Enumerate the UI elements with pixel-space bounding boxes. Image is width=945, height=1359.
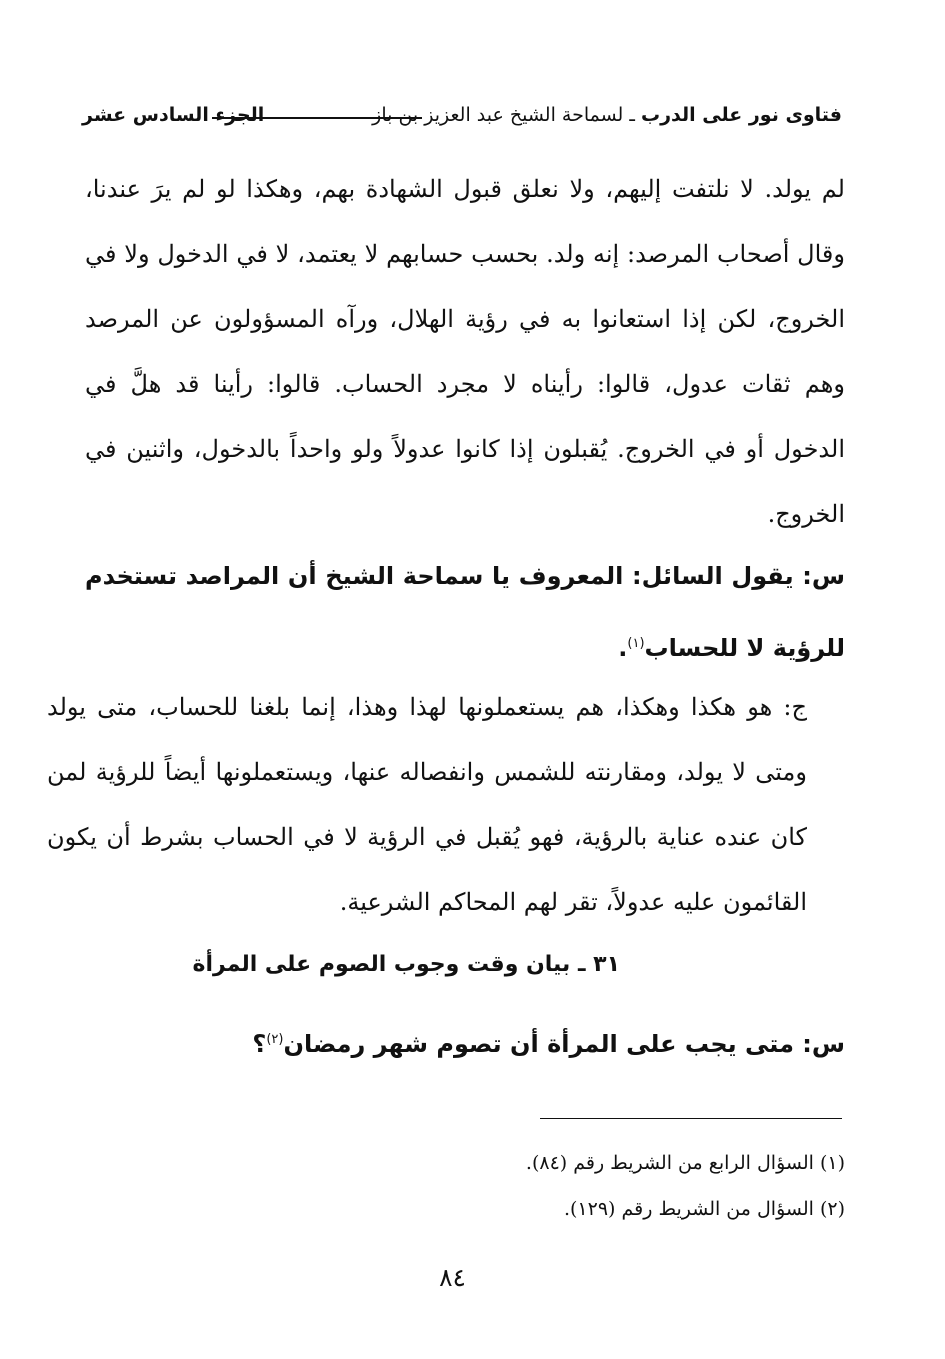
question-text-2: س: متى يجب على المرأة أن تصوم شهر رمضان (283, 1030, 845, 1058)
question-end-2: ؟ (252, 1030, 267, 1058)
running-header (82, 100, 842, 136)
book-title: فتاوى نور على الدرب (641, 104, 842, 126)
footnote-1: (١) السؤال الرابع من الشريط رقم (٨٤). (525, 1152, 845, 1174)
question-paragraph (85, 542, 845, 682)
footnote-separator (540, 1118, 842, 1119)
volume-label: الجزء السادس عشر (82, 104, 265, 126)
header-title-author (372, 104, 842, 126)
footnote-2: (٢) السؤال من الشريط رقم (١٢٩). (563, 1198, 845, 1220)
author-name: ـ لسماحة الشيخ عبد العزيز بن باز (372, 104, 641, 126)
question-end: . (618, 634, 628, 662)
footnote-ref[interactable]: (١) (627, 636, 645, 651)
footnote-ref-2[interactable]: (٢) (266, 1032, 284, 1047)
section-heading: ٣١ ـ بيان وقت وجوب الصوم على المرأة (192, 952, 620, 977)
question-text: س: يقول السائل: المعروف يا سماحة الشيخ أن المراصد تستخدم للرؤية لا للحساب (85, 562, 845, 662)
answer-paragraph: ج: هو هكذا وهكذا، هم يستعملونها لهذا وهذا، إنما بلغنا للحساب، متى يولد ومتى لا يولد، ومقارنته للشمس وانفصاله عنها، ويستعملونها أيضاً للرؤية لمن كان عنده عناية بالرؤية، فهو يُقبل في الرؤية لا في الحساب بشرط أن يكون القائمون عليه عدولاً، تقر لهم المحاكم الشرعية. (47, 693, 807, 916)
body-paragraph: لم يولد. لا نلتفت إليهم، ولا نعلق قبول الشهادة بهم، وهكذا لو لم يرَ عندنا، وقال أصحاب المرصد: إنه ولد. بحسب حسابهم لا يعتمد، لا في الدخول ولا في الخروج، لكن إذا استعانوا به في رؤية الهلال، ورآه المسؤولون عن المرصد وهم ثقات عدول، قالوا: رأيناه لا مجرد الحساب. قالوا: رأينا قد هلَّ في الدخول أو في الخروج. يُقبلون إذا كانوا عدولاً ولو واحداً بالدخول، واثنين في الخروج. (85, 175, 845, 528)
question-paragraph-2 (252, 1030, 845, 1058)
page-number: ٨٤ (439, 1263, 466, 1292)
